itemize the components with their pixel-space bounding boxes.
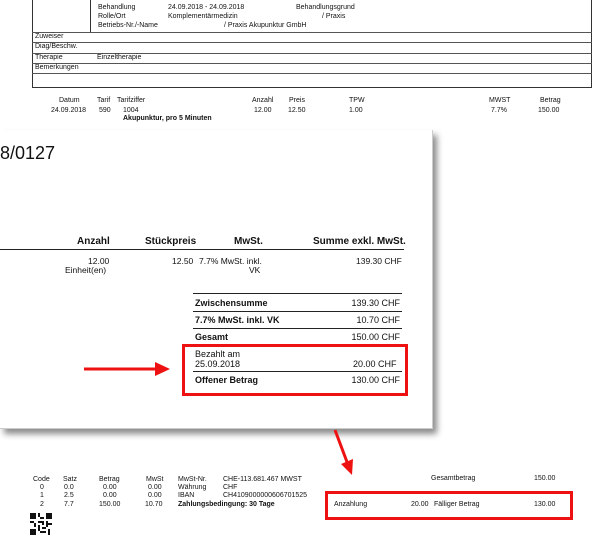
col-tarif: Tarif [97,97,111,104]
zahlungsbedingung: Zahlungsbedingung: 30 Tage [178,501,275,508]
col-tarifziffer: Tarifziffer [117,97,146,104]
faelliger-betrag-value: 130.00 [534,501,556,508]
qr-code-icon [30,513,52,535]
footer-code-2: 2 [40,501,44,508]
rolle-value: Komplementärmedizin [168,13,238,20]
col-anzahl: Anzahl [252,97,274,104]
footer-code-0: 0 [40,484,44,491]
footer-satz-2: 7.7 [64,501,74,508]
row-tarif: 590 [99,107,111,114]
footer-satz-0: 0.0 [64,484,74,491]
mwst-value: 10.70 CHF [356,315,400,325]
highlight-box-due [325,491,573,520]
line-stueckpreis: 12.50 [172,256,194,266]
col-datum: Datum [59,97,80,104]
behandlungsgrund-label: Behandlungsgrund [296,4,355,11]
waehrung-label: Währung [178,484,207,491]
row-anzahl: 12.00 [254,107,272,114]
line-mwst-vk: VK [249,265,261,275]
behandlung-dates: 24.09.2018 - 24.09.2018 [168,4,245,11]
bezahlt-value: 20.00 CHF [353,359,397,369]
col-mwst: MWST [489,97,511,104]
col-tpw: TPW [349,97,365,104]
zwischensumme-label: Zwischensumme [195,298,268,308]
therapie-label: Therapie [35,54,63,61]
bemerkungen-label: Bemerkungen [35,64,79,71]
mwst-label: 7.7% MwSt. inkl. VK [195,315,280,325]
row-tpw: 1.00 [349,107,363,114]
anzahlung-label: Anzahlung [334,501,368,508]
invoice-number: 8/0127 [0,143,56,163]
arrow-icon [84,362,170,376]
row-datum: 24.09.2018 [51,107,87,114]
header-stueckpreis: Stückpreis [145,236,197,247]
header-mwst: MwSt. [234,236,263,247]
gesamtbetrag-value: 150.00 [534,475,556,482]
footer-header-satz: Satz [63,476,78,483]
footer-header-mwst: MwSt [146,476,164,483]
footer-header-code: Code [33,476,50,483]
offener-betrag-value: 130.00 CHF [351,375,400,385]
header-summe: Summe exkl. MwSt. [313,236,406,247]
footer-header-betrag: Betrag [99,476,120,483]
footer-betrag-1: 0.00 [103,492,117,499]
zuweiser-label: Zuweiser [35,33,64,40]
faelliger-betrag-label: Fälliger Betrag [434,501,480,508]
anzahlung-value: 20.00 [411,501,429,508]
footer-satz-1: 2.5 [64,492,74,499]
zwischensumme-value: 139.30 CHF [351,298,400,308]
header-anzahl: Anzahl [77,236,110,247]
col-betrag: Betrag [540,97,561,104]
footer-header-mwst-nr: MwSt-Nr. [178,476,207,483]
footer-betrag-0: 0.00 [103,484,117,491]
rolle-value-2: / Praxis [322,13,346,20]
bezahlt-label: Bezahlt am [195,349,241,359]
footer-mwst-1: 0.00 [148,492,162,499]
rolle-label: Rolle/Ort [98,13,126,20]
behandlung-label: Behandlung [98,4,136,11]
arrow-icon [335,430,353,475]
row-betrag: 150.00 [538,107,560,114]
line-einheit: Einheit(en) [65,265,107,275]
row-tarifziffer: 1004 [123,107,139,114]
gesamt-label: Gesamt [195,332,229,342]
iban-label: IBAN [178,492,195,499]
line-mwst: 7.7% MwSt. inkl. [199,256,262,266]
diag-label: Diag/Beschw. [35,43,78,50]
line-anzahl: 12.00 [88,256,110,266]
col-preis: Preis [289,97,305,104]
row-mwst: 7.7% [491,107,507,114]
footer-mwst-2: 10.70 [145,501,163,508]
footer-code-1: 1 [40,492,44,499]
gesamtbetrag-label: Gesamtbetrag [431,475,476,482]
bezahlt-date: 25.09.2018 [195,359,241,369]
footer-betrag-2: 150.00 [99,501,121,508]
gesamt-value: 150.00 CHF [351,332,400,342]
row-preis: 12.50 [288,107,306,114]
mwst-nr-value: CHE-113.681.467 MWST [223,476,302,483]
waehrung-value: CHF [223,484,238,491]
line-summe: 139.30 CHF [356,256,402,266]
therapie-value: Einzeltherapie [97,54,142,61]
iban-value: CH4109000000606701525 [223,492,308,499]
offener-betrag-label: Offener Betrag [195,375,259,385]
betriebs-value: / Praxis Akupunktur GmbH [224,22,307,29]
row-description: Akupunktur, pro 5 Minuten [123,115,212,122]
footer-mwst-0: 0.00 [148,484,162,491]
betriebs-label: Betriebs-Nr./-Name [98,22,158,29]
